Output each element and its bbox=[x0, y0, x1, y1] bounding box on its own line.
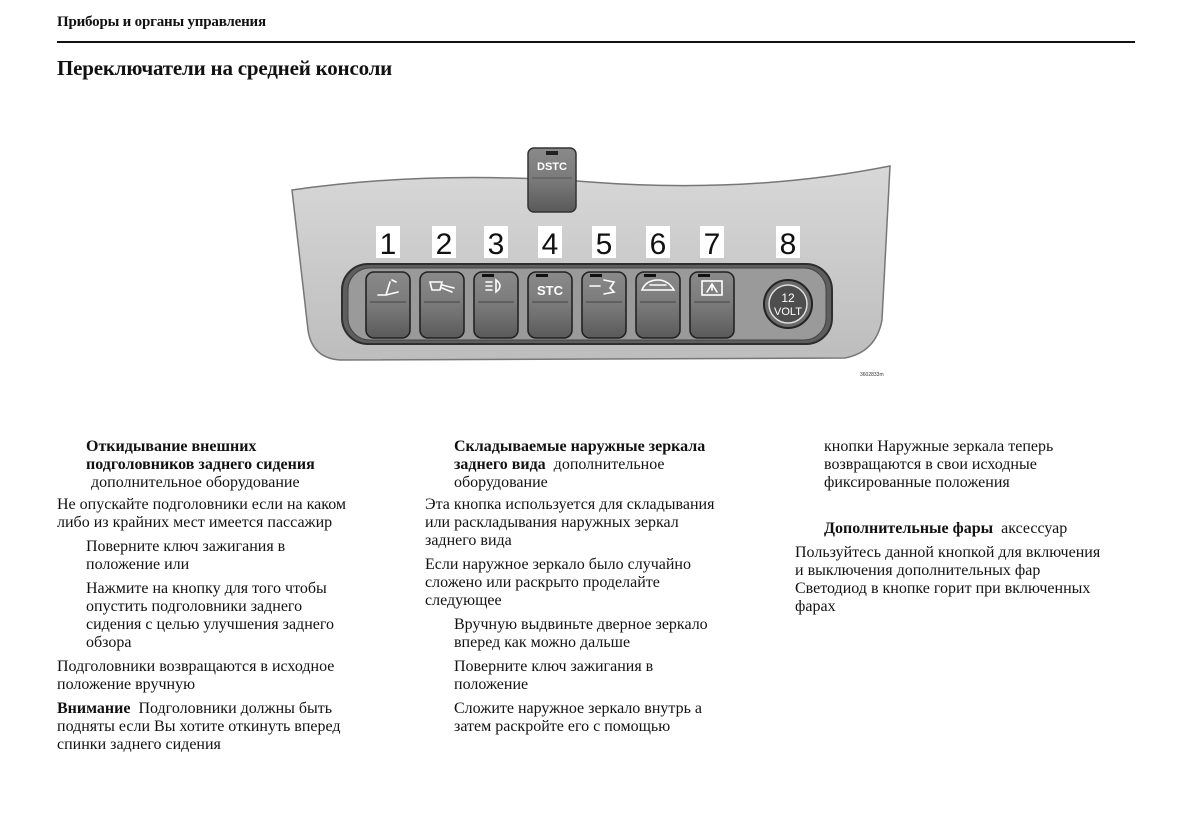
number-label-1: 1 bbox=[379, 228, 397, 261]
col2-p2-line2: сложено или раскрыто проделайте bbox=[425, 574, 660, 591]
col2-p1-line3: заднего вида bbox=[425, 532, 512, 549]
number-label-3: 3 bbox=[487, 228, 505, 261]
volt-label-bottom: VOLT bbox=[774, 306, 802, 318]
col3-p1-line3: Светодиод в кнопке горит при включенных bbox=[795, 580, 1091, 597]
col1-subheading: дополнительное оборудование bbox=[91, 474, 300, 491]
col2-p2-line3: следующее bbox=[425, 592, 502, 609]
header-rule bbox=[57, 41, 1135, 43]
col3-cont-line3: фиксированные положения bbox=[824, 474, 1010, 491]
col3-p1-line2: и выключения дополнительных фар bbox=[795, 562, 1041, 579]
dstc-button bbox=[528, 148, 576, 212]
col2-step1-line2: вперед как можно дальше bbox=[454, 634, 631, 651]
button-1-headrest bbox=[366, 272, 410, 338]
col1-p1-line1: Не опускайте подголовники если на каком bbox=[57, 496, 347, 513]
col2-step3-line1: Сложите наружное зеркало внутрь а bbox=[454, 700, 703, 717]
number-label-2: 2 bbox=[435, 228, 453, 261]
col2-p1-line1: Эта кнопка используется для складывания bbox=[425, 496, 715, 513]
section-header: Приборы и органы управления bbox=[57, 14, 266, 30]
col1-warning-line3: спинки заднего сидения bbox=[57, 736, 221, 753]
col1-step2-line1: Нажмите на кнопку для того чтобы bbox=[86, 580, 327, 597]
col3-p1-line1: Пользуйтесь данной кнопкой для включения bbox=[795, 544, 1101, 561]
button-4-stc bbox=[528, 272, 572, 338]
column-2 bbox=[425, 438, 765, 742]
col1-heading-line1: Откидывание внешних bbox=[86, 438, 257, 455]
col1-heading-line2: подголовников заднего сидения bbox=[86, 456, 315, 473]
image-code: 3602833m bbox=[860, 372, 884, 378]
button-7 bbox=[690, 272, 734, 338]
col1-step2-line2: опустить подголовники заднего bbox=[86, 598, 303, 615]
page-title: Переключатели на средней консоли bbox=[57, 56, 393, 80]
col1-p2-line2: положение вручную bbox=[57, 676, 196, 693]
button-6 bbox=[636, 272, 680, 338]
console-switches-illustration bbox=[270, 130, 910, 410]
number-label-6: 6 bbox=[649, 228, 667, 261]
col3-p1-line4: фарах bbox=[795, 598, 836, 615]
col1-step2-line3: сидения с целью улучшения заднего bbox=[86, 616, 335, 633]
stc-label: STC bbox=[537, 283, 563, 298]
col1-step2-line4: обзора bbox=[86, 634, 132, 651]
col3-heading: Дополнительные фары bbox=[824, 520, 994, 537]
col2-step2-line2: положение bbox=[454, 676, 529, 693]
col2-subheading: оборудование bbox=[454, 474, 548, 491]
col2-p2-line1: Если наружное зеркало было случайно bbox=[425, 556, 691, 573]
number-label-8: 8 bbox=[779, 228, 797, 261]
col3-cont-line2: возвращаются в свои исходные bbox=[824, 456, 1037, 473]
col1-warning-line1: Подголовники должны быть bbox=[130, 700, 333, 717]
number-label-4: 4 bbox=[541, 228, 559, 261]
col1-p2-line1: Подголовники возвращаются в исходное bbox=[57, 658, 335, 675]
col2-heading-tail: дополнительное bbox=[545, 456, 665, 473]
console-switches-figure bbox=[270, 130, 910, 410]
col3-heading-tail: аксессуар bbox=[993, 520, 1068, 537]
col2-p1-line2: или раскладывания наружных зеркал bbox=[425, 514, 679, 531]
col2-step2-line1: Поверните ключ зажигания в bbox=[454, 658, 654, 675]
col1-step1-line2: положение или bbox=[86, 556, 190, 573]
col1-p1-line2: либо из крайних мест имеется пассажир bbox=[57, 514, 333, 531]
button-5 bbox=[582, 272, 626, 338]
column-3 bbox=[795, 438, 1140, 622]
col2-step1-line1: Вручную выдвиньте дверное зеркало bbox=[454, 616, 708, 633]
col3-cont-line1: кнопки Наружные зеркала теперь bbox=[824, 438, 1054, 455]
col1-warning-line2: подняты если Вы хотите откинуть вперед bbox=[57, 718, 341, 735]
col2-heading-line1: Складываемые наружные зеркала bbox=[454, 438, 706, 455]
number-label-5: 5 bbox=[595, 228, 613, 261]
dstc-label: DSTC bbox=[537, 161, 567, 173]
volt-label-top: 12 bbox=[781, 291, 795, 305]
warning-label: Внимание bbox=[57, 700, 131, 717]
col2-heading-line2: заднего вида bbox=[454, 456, 546, 473]
column-1 bbox=[57, 438, 397, 760]
col2-step3-line2: затем раскройте его с помощью bbox=[454, 718, 671, 735]
number-label-7: 7 bbox=[703, 228, 721, 261]
col1-step1-line1: Поверните ключ зажигания в bbox=[86, 538, 286, 555]
